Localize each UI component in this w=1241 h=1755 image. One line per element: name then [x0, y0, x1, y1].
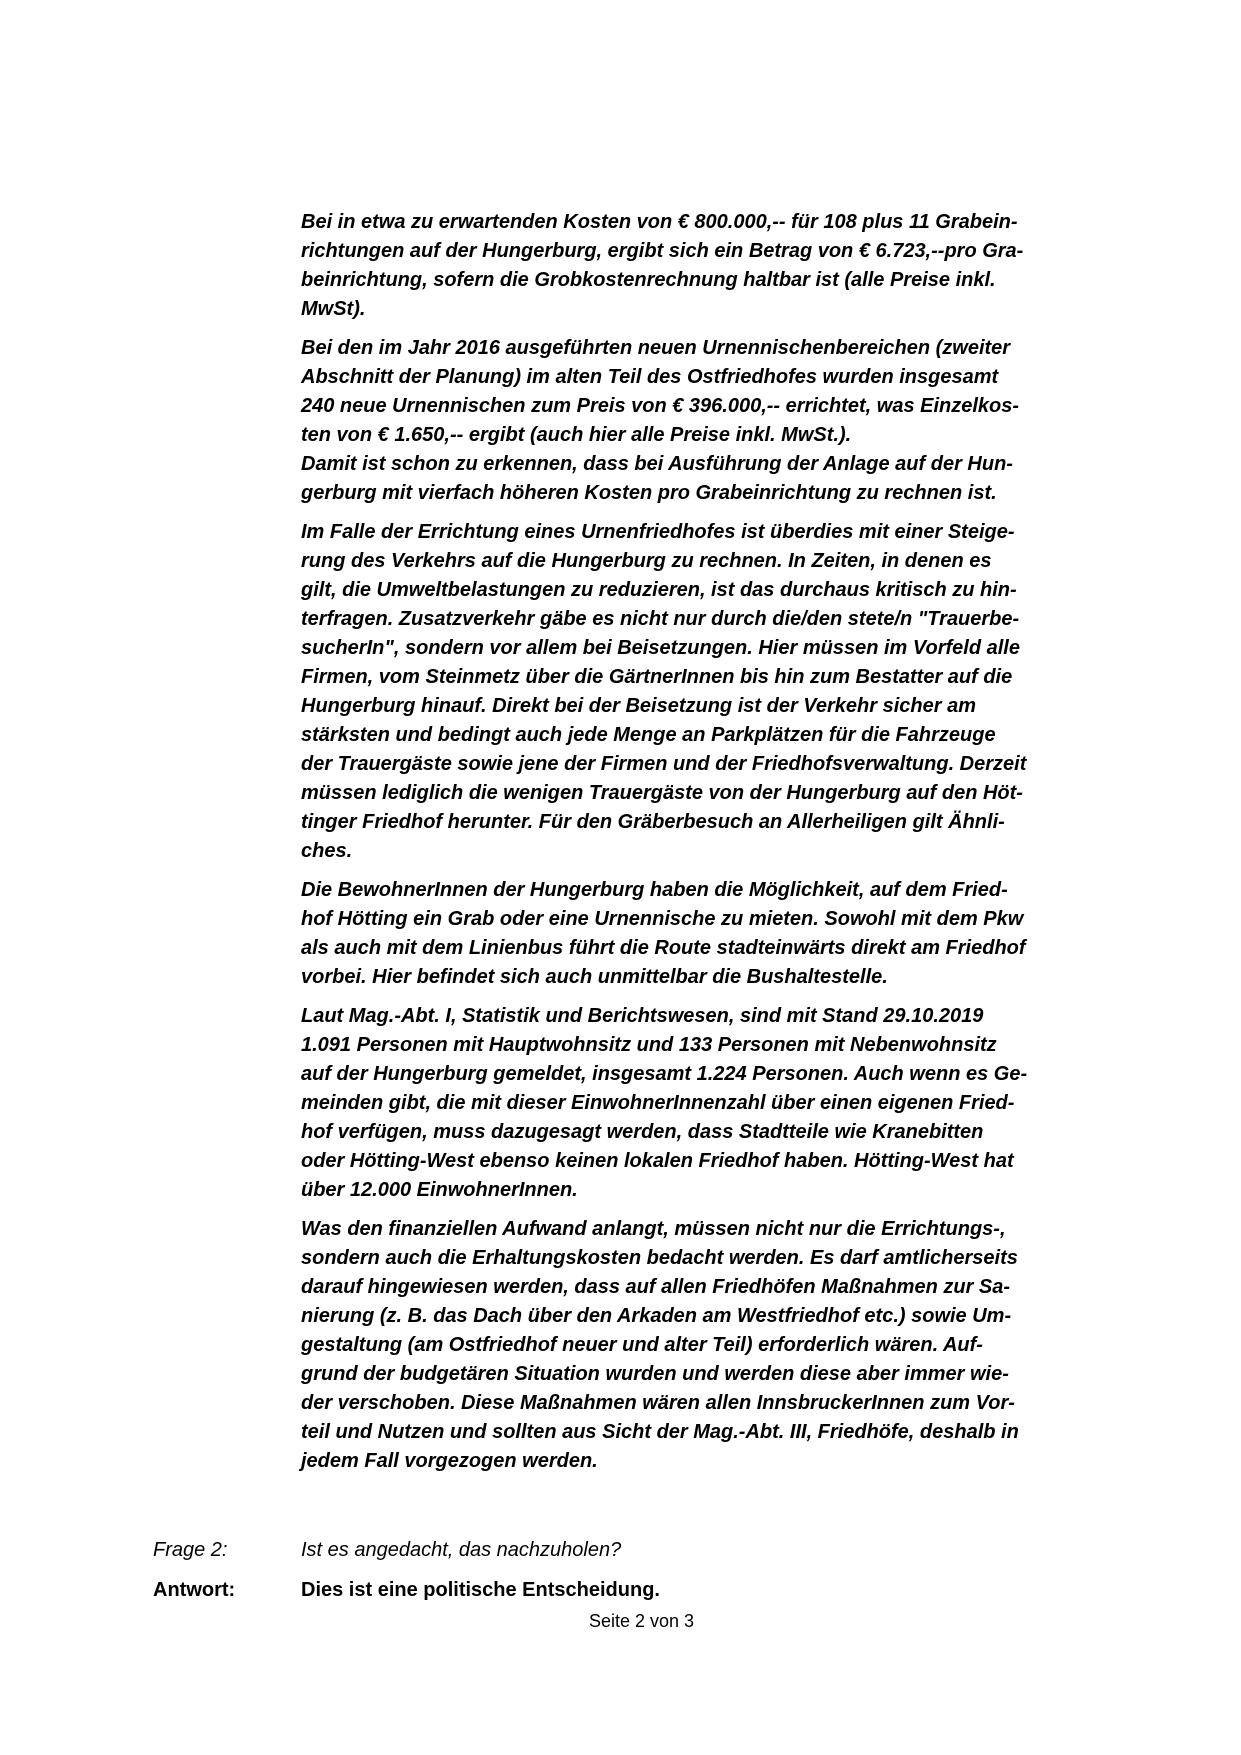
text-line: der Trauergäste sowie jene der Firmen und der Friedhofsverwaltung. Derzeit — [301, 753, 1027, 775]
paragraph-traffic — [301, 518, 1131, 866]
text-line: gestaltung (am Ostfriedhof neuer und alter Teil) erforderlich wären. Auf- — [301, 1334, 983, 1356]
text-line: vorbei. Hier befindet sich auch unmittelbar die Bushaltestelle. — [301, 966, 888, 988]
text-line: nierung (z. B. das Dach über den Arkaden am Westfriedhof etc.) sowie Um- — [301, 1305, 1012, 1327]
text-line: tinger Friedhof herunter. Für den Gräberbesuch an Allerheiligen gilt Ähnli- — [301, 811, 1005, 833]
text-line: MwSt). — [301, 298, 366, 320]
document-body — [301, 208, 1131, 1486]
text-line: Firmen, vom Steinmetz über die GärtnerInnen bis hin zum Bestatter auf die — [301, 666, 1013, 688]
text-line: grund der budgetären Situation wurden und werden diese aber immer wie- — [301, 1363, 1009, 1385]
text-line: hof Hötting ein Grab oder eine Urnennische zu mieten. Sowohl mit dem Pkw — [301, 908, 1024, 930]
text-line: teil und Nutzen und sollten aus Sicht der Mag.-Abt. III, Friedhöfe, deshalb in — [301, 1421, 1019, 1443]
paragraph-maintenance — [301, 1215, 1131, 1476]
text-line: beinrichtung, sofern die Grobkostenrechnung haltbar ist (alle Preise inkl. — [301, 269, 996, 291]
text-line: als auch mit dem Linienbus führt die Route stadteinwärts direkt am Friedhof — [301, 937, 1026, 959]
text-line: gerburg mit vierfach höheren Kosten pro Grabeinrichtung zu rechnen ist. — [301, 482, 997, 504]
text-line: terfragen. Zusatzverkehr gäbe es nicht nur durch die/den stete/n "Trauerbe- — [301, 608, 1020, 630]
text-line: ches. — [301, 840, 353, 862]
text-line: darauf hingewiesen werden, dass auf allen Friedhöfen Maßnahmen zur Sa- — [301, 1276, 1011, 1298]
text-line: hof verfügen, muss dazugesagt werden, dass Stadtteile wie Kranebitten — [301, 1121, 984, 1143]
text-line: Die BewohnerInnen der Hungerburg haben die Möglichkeit, auf dem Fried- — [301, 879, 1008, 901]
paragraph-cost-estimate — [301, 208, 1131, 324]
paragraph-statistics — [301, 1002, 1131, 1205]
text-line: 1.091 Personen mit Hauptwohnsitz und 133 Personen mit Nebenwohnsitz — [301, 1034, 997, 1056]
text-line: rung des Verkehrs auf die Hungerburg zu rechnen. In Zeiten, in denen es — [301, 550, 992, 572]
text-line: Damit ist schon zu erkennen, dass bei Ausführung der Anlage auf der Hun- — [301, 453, 1013, 475]
text-line: ten von € 1.650,-- ergibt (auch hier alle Preise inkl. MwSt.). — [301, 424, 852, 446]
page-number-footer: Seite 2 von 3 — [588, 1611, 695, 1631]
text-line: meinden gibt, die mit dieser EinwohnerInnenzahl über einen eigenen Fried- — [301, 1092, 1015, 1114]
text-line: Was den finanziellen Aufwand anlangt, müssen nicht nur die Errichtungs-, — [301, 1218, 1006, 1240]
text-line: auf der Hungerburg gemeldet, insgesamt 1.224 Personen. Auch wenn es Ge- — [301, 1063, 1028, 1085]
text-line: müssen lediglich die wenigen Trauergäste von der Hungerburg auf den Höt- — [301, 782, 1023, 804]
text-line: Laut Mag.-Abt. I, Statistik und Berichtswesen, sind mit Stand 29.10.2019 — [301, 1005, 984, 1027]
text-line: Abschnitt der Planung) im alten Teil des Ostfriedhofes wurden insgesamt — [301, 366, 999, 388]
answer-label: Antwort: — [153, 1579, 236, 1601]
paragraph-urn-niches — [301, 334, 1131, 508]
question-text: Ist es angedacht, das nachzuholen? — [301, 1539, 622, 1561]
text-line: sucherIn", sondern vor allem bei Beisetzungen. Hier müssen im Vorfeld alle — [301, 637, 1020, 659]
text-line: 240 neue Urnennischen zum Preis von € 396.000,-- errichtet, was Einzelkos- — [301, 395, 1020, 417]
question-label: Frage 2: — [153, 1539, 228, 1561]
text-line: der verschoben. Diese Maßnahmen wären allen InnsbruckerInnen zum Vor- — [301, 1392, 1015, 1414]
text-line: oder Hötting-West ebenso keinen lokalen Friedhof haben. Hötting-West hat — [301, 1150, 1014, 1172]
text-line: Bei in etwa zu erwartenden Kosten von € 800.000,-- für 108 plus 11 Grabein- — [301, 211, 1018, 233]
paragraph-residents — [301, 876, 1131, 992]
text-line: richtungen auf der Hungerburg, ergibt sich ein Betrag von € 6.723,--pro Gra- — [301, 240, 1024, 262]
text-line: stärksten und bedingt auch jede Menge an Parkplätzen für die Fahrzeuge — [301, 724, 996, 746]
text-line: über 12.000 EinwohnerInnen. — [301, 1179, 578, 1201]
text-line: jedem Fall vorgezogen werden. — [301, 1450, 598, 1472]
answer-text: Dies ist eine politische Entscheidung. — [301, 1579, 660, 1601]
text-line: Im Falle der Errichtung eines Urnenfriedhofes ist überdies mit einer Steige- — [301, 521, 1015, 543]
text-line: gilt, die Umweltbelastungen zu reduzieren, ist das durchaus kritisch zu hin- — [301, 579, 1017, 601]
text-line: Hungerburg hinauf. Direkt bei der Beisetzung ist der Verkehr sicher am — [301, 695, 976, 717]
text-line: sondern auch die Erhaltungskosten bedacht werden. Es darf amtlicherseits — [301, 1247, 1018, 1269]
text-line: Bei den im Jahr 2016 ausgeführten neuen Urnennischenbereichen (zweiter — [301, 337, 1011, 359]
